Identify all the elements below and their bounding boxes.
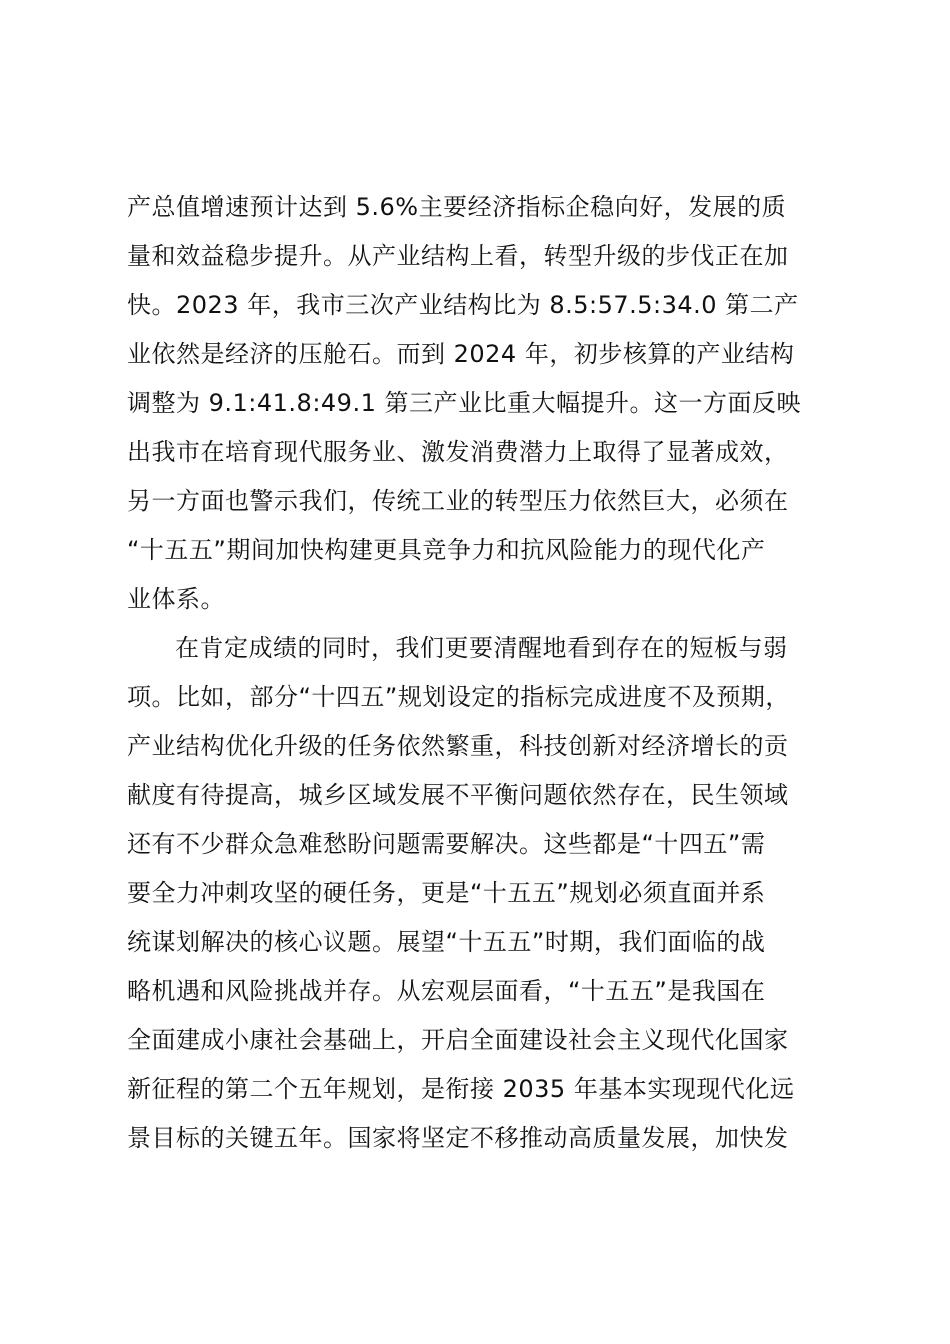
text-line: 量和效益稳步提升。从产业结构上看，转型升级的步伐正在加 <box>127 242 789 270</box>
body-text <box>127 183 867 1163</box>
text-line: 略机遇和风险挑战并存。从宏观层面看，“十五五”是我国在 <box>127 977 766 1005</box>
text-line: 快。2023 年，我市三次产业结构比为 8.5:57.5:34.0 第二产 <box>127 291 799 319</box>
text-line: 项。比如，部分“十四五”规划设定的指标完成进度不及预期， <box>127 683 790 711</box>
text-line: 景目标的关键五年。国家将坚定不移推动高质量发展，加快发 <box>127 1124 789 1152</box>
text-line: 产业结构优化升级的任务依然繁重，科技创新对经济增长的贡 <box>127 732 789 760</box>
text-line: 产总值增速预计达到 5.6%主要经济指标企稳向好，发展的质 <box>127 193 787 221</box>
text-line: 业依然是经济的压舱石。而到 2024 年，初步核算的产业结构 <box>127 340 795 368</box>
text-line: 在肯定成绩的同时，我们更要清醒地看到存在的短板与弱 <box>175 634 788 662</box>
text-line: 还有不少群众急难愁盼问题需要解决。这些都是“十四五”需 <box>127 830 766 858</box>
text-line: 统谋划解决的核心议题。展望“十五五”时期，我们面临的战 <box>127 928 766 956</box>
text-line: 全面建成小康社会基础上，开启全面建设社会主义现代化国家 <box>127 1026 789 1054</box>
text-line: 另一方面也警示我们，传统工业的转型压力依然巨大，必须在 <box>127 487 789 515</box>
text-line: 业体系。 <box>127 585 225 613</box>
text-line: “十五五”期间加快构建更具竞争力和抗风险能力的现代化产 <box>127 536 766 564</box>
paragraph-1 <box>127 183 867 624</box>
text-line: 调整为 9.1:41.8:49.1 第三产业比重大幅提升。这一方面反映 <box>127 389 801 417</box>
text-line: 要全力冲刺攻坚的硬任务，更是“十五五”规划必须直面并系 <box>127 879 766 907</box>
text-line: 献度有待提高，城乡区域发展不平衡问题依然存在，民生领域 <box>127 781 789 809</box>
text-line: 出我市在培育现代服务业、激发消费潜力上取得了显著成效， <box>127 438 789 466</box>
text-line: 新征程的第二个五年规划，是衔接 2035 年基本实现现代化远 <box>127 1075 795 1103</box>
paragraph-2 <box>127 624 867 1163</box>
